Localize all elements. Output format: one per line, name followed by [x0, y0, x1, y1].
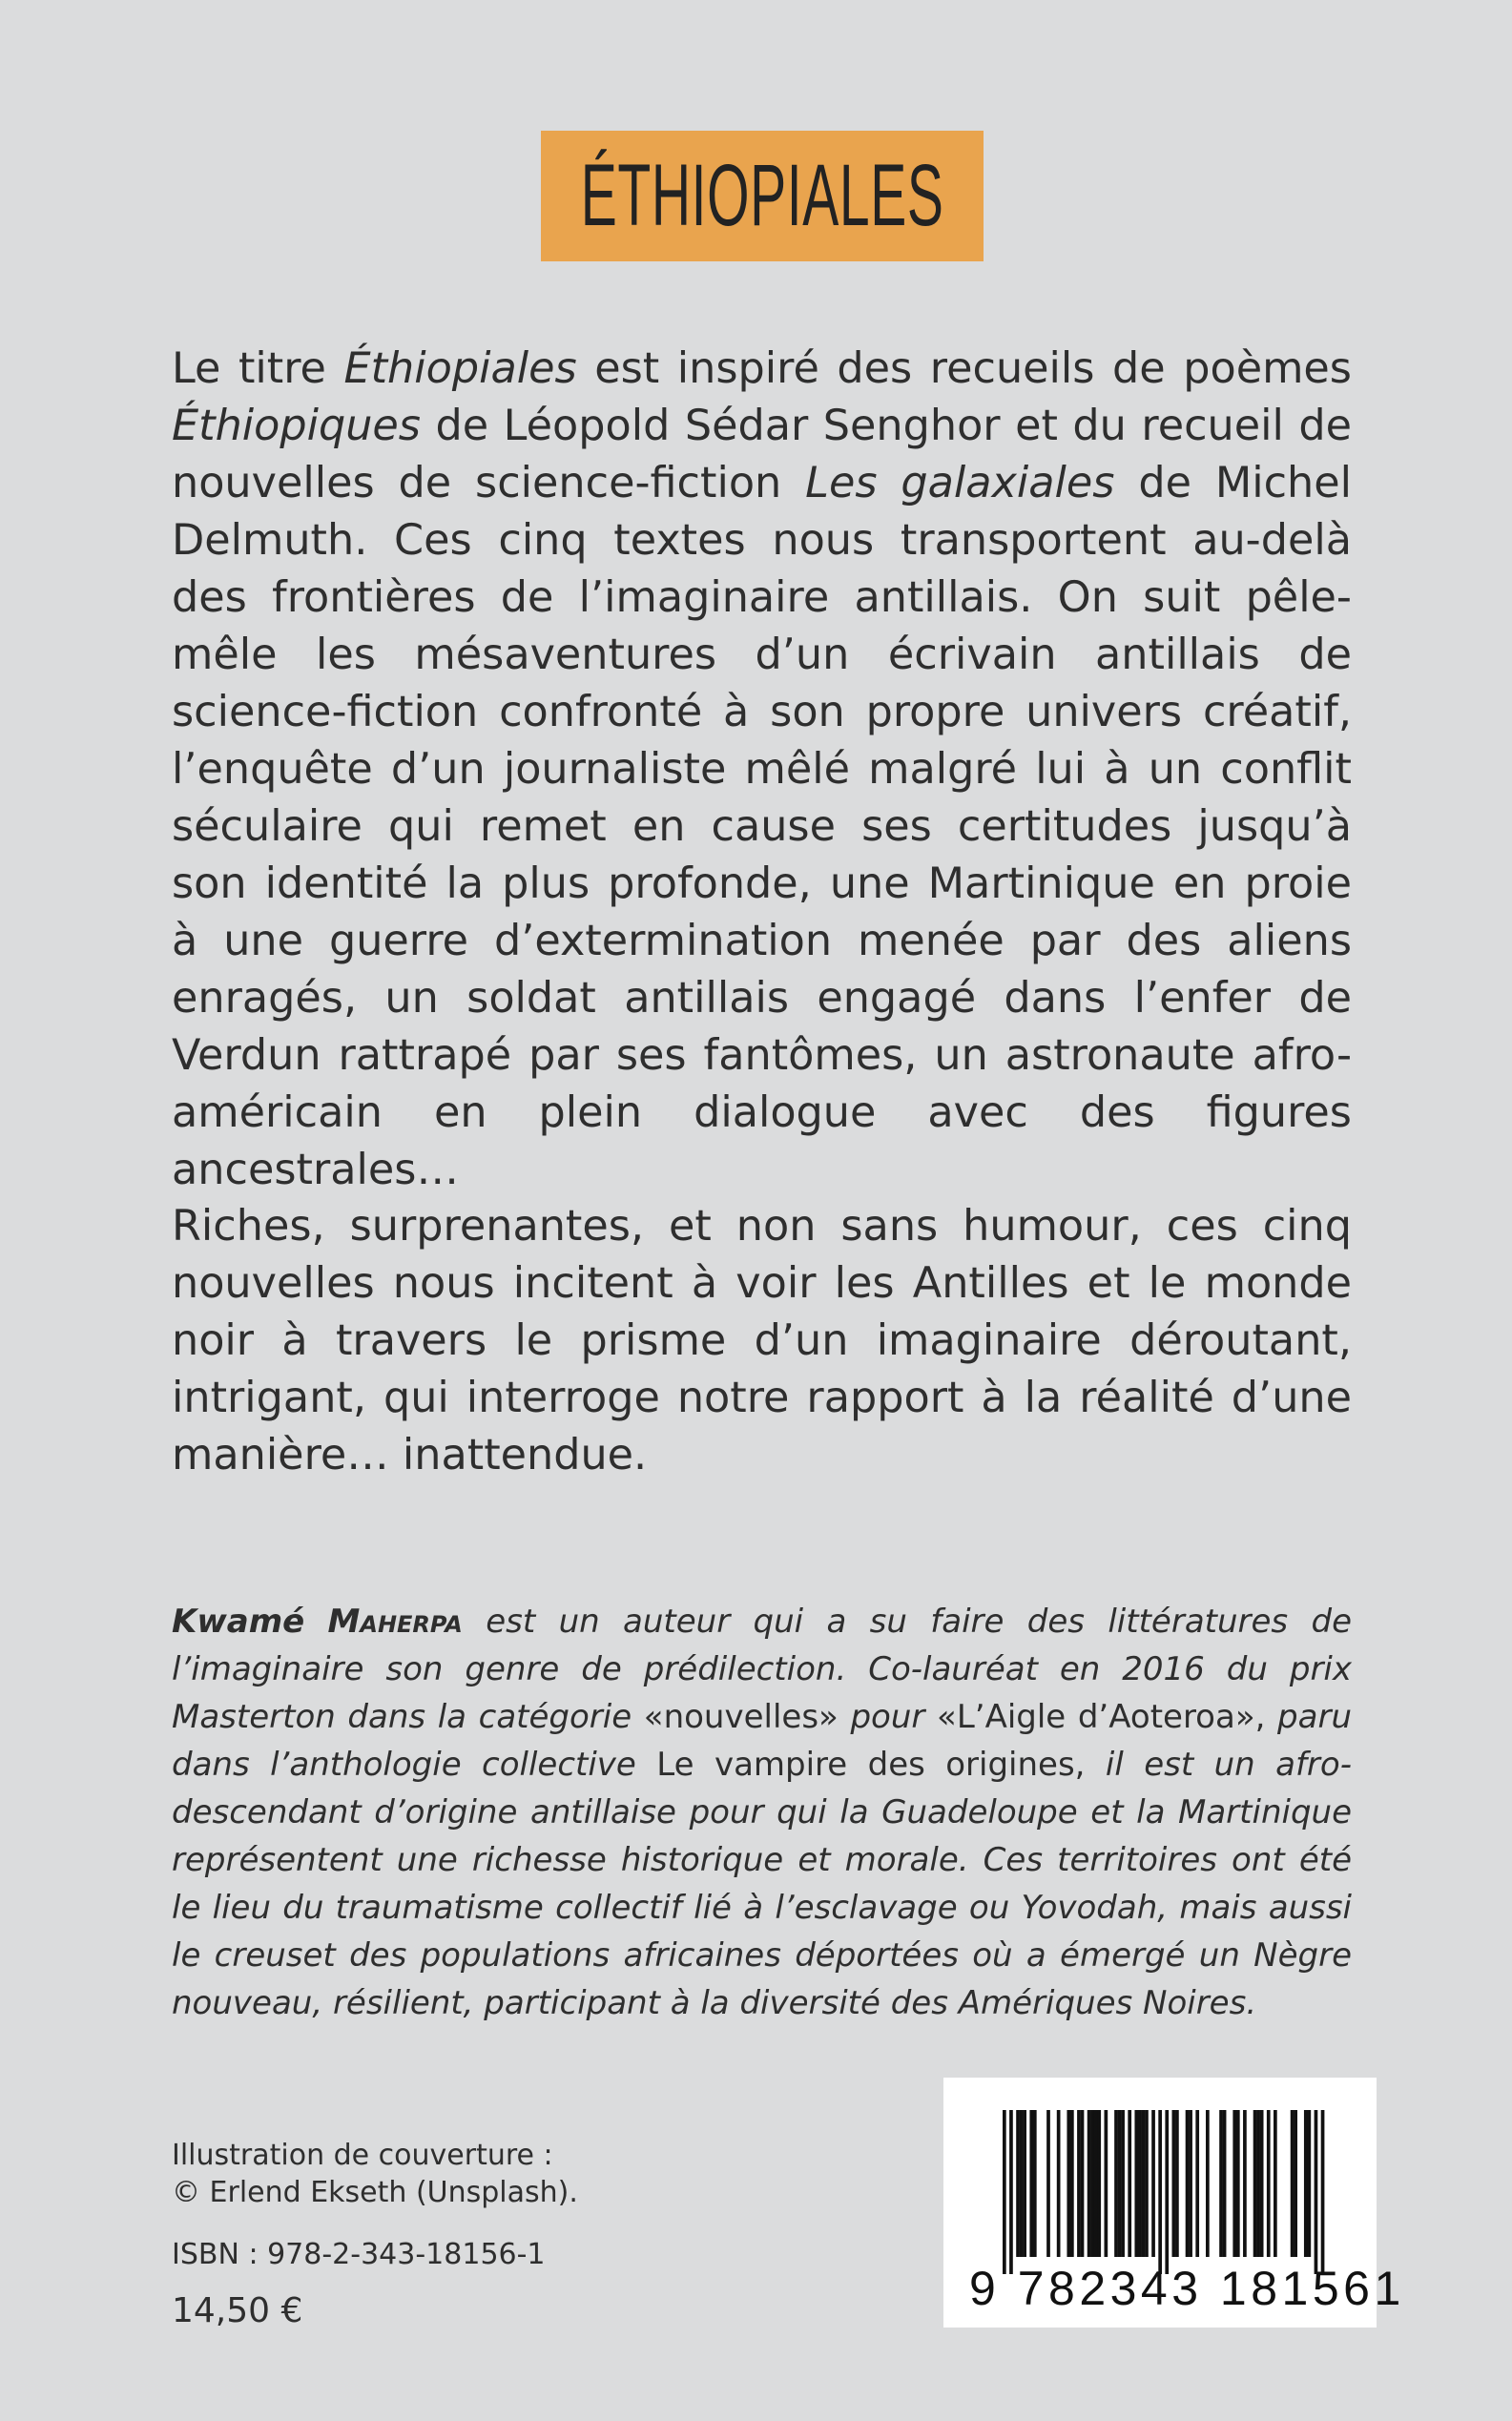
barcode-bar: [1267, 2110, 1271, 2257]
barcode-bar: [1260, 2110, 1264, 2257]
synopsis-text: de Michel Delmuth. Ces cinq textes nous transportent au-delà des frontières de l’imaginaire antillais. On suit pêle-mêle les mésaventures d’un écrivain antillais de science-fiction confronté à son propre univers créatif, l’enquête d’un journaliste mêlé malgré lui à un conflit séculaire qui remet en cause ses certitudes jusqu’à son identité la plus profonde, une Martinique en proie à une guerre d’extermination menée par des aliens enragés, un soldat antillais engagé dans l’enfer de Verdun rattrapé par ses fantômes, un astronaute afro-américain en plein dialogue avec des figures ancestrales…: [172, 459, 1352, 1194]
bio-text: paru dans l’anthologie collective: [172, 1698, 1352, 1784]
barcode-bar: [1253, 2110, 1257, 2257]
barcode-bar: [1138, 2110, 1142, 2257]
barcode-bar: [1097, 2110, 1101, 2257]
barcode-bar: [1009, 2110, 1013, 2274]
barcode-bar: [1029, 2110, 1033, 2257]
synopsis-paragraph-1: [172, 341, 1352, 1199]
barcode-bar: [1256, 2110, 1260, 2257]
barcode-bar: [1128, 2110, 1131, 2257]
bio-anthology-title: Le vampire des origines,: [656, 1746, 1086, 1784]
barcode-bar: [1142, 2110, 1146, 2257]
barcode-bar: [1151, 2110, 1155, 2257]
barcode-bar: [1172, 2110, 1176, 2257]
barcode-bar: [1081, 2110, 1085, 2257]
barcode-bar: [1206, 2110, 1210, 2257]
barcode-bar: [1067, 2110, 1070, 2257]
bio-text: il est un afro-descendant d’origine antillaise pour qui la Guadeloupe et la Martinique représentent une richesse historique et morale. Ces territoires ont été le lieu du traumatisme collectif lié à l’esclavage ou Yovodah, mais aussi le creuset des populations africaines déportées où a émergé un Nègre nouveau, résilient, participant à la diversité des Amériques Noires.: [172, 1746, 1352, 2022]
barcode-bar: [1094, 2110, 1098, 2257]
barcode-bar: [1057, 2110, 1061, 2257]
barcode-bar: [1046, 2110, 1050, 2257]
barcode-bar: [1023, 2110, 1026, 2257]
barcode-bar: [1016, 2110, 1020, 2257]
barcode-bar: [1304, 2110, 1308, 2257]
barcode-bar: [1189, 2110, 1192, 2257]
barcode-bar: [1232, 2110, 1236, 2257]
author-first-name: Kwamé: [172, 1603, 305, 1641]
barcode-bar: [1243, 2110, 1247, 2257]
title-banner: [541, 131, 984, 261]
barcode-bar: [1219, 2110, 1223, 2257]
barcode-bar: [1315, 2110, 1318, 2274]
bio-text: pour: [838, 1698, 938, 1736]
author-bio: [172, 1598, 1352, 2027]
barcode-bar: [1195, 2110, 1199, 2257]
bio-text: est un auteur qui a su faire des littératures de l’imaginaire son genre de prédilection. Co-lauréat en 2016 du prix Masterton dans la catégorie: [172, 1603, 1352, 1736]
barcode-bar: [1165, 2110, 1169, 2274]
bio-category: «nouvelles»: [643, 1698, 839, 1736]
barcode-bar: [1118, 2110, 1122, 2257]
barcode-bar: [1033, 2110, 1037, 2257]
synopsis-text: de Léopold Sédar Senghor et du recueil de nouvelles de science-fiction: [172, 402, 1352, 507]
synopsis-text: est inspiré des recueils de poèmes: [576, 344, 1352, 393]
barcode-bar: [1087, 2110, 1091, 2257]
barcode-bar: [1175, 2110, 1179, 2257]
barcode-bar: [1186, 2110, 1190, 2257]
barcode-bar: [1145, 2110, 1149, 2257]
barcode-digits: 9 782343 181561: [969, 2262, 1405, 2315]
cover-credits: [172, 2137, 744, 2211]
synopsis-title-ethiopiales: Éthiopiales: [343, 344, 577, 393]
synopsis-title-ethiopiques: Éthiopiques: [172, 402, 421, 450]
book-title: ÉTHIOPIALES: [580, 147, 944, 244]
barcode-bar: [1236, 2110, 1240, 2257]
barcode-bar: [1308, 2110, 1312, 2257]
author-last-name: Maherpa: [327, 1603, 463, 1641]
price: 14,50 €: [172, 2291, 303, 2330]
barcode: [943, 2078, 1405, 2328]
isbn: ISBN : 978-2-343-18156-1: [172, 2238, 546, 2271]
barcode-bar: [1090, 2110, 1094, 2257]
barcode-bar: [1121, 2110, 1125, 2257]
barcode-bar: [1294, 2110, 1297, 2257]
barcode-bar: [1077, 2110, 1081, 2257]
barcode-bar: [1020, 2110, 1024, 2257]
credits-line-1: Illustration de couverture :: [172, 2139, 553, 2172]
barcode-bar: [1070, 2110, 1074, 2257]
barcode-bar: [1105, 2110, 1108, 2257]
barcode-bar: [1291, 2110, 1295, 2257]
synopsis-paragraph-2: Riches, surprenantes, et non sans humour, ces cinq nouvelles nous incitent à voir les Antilles et le monde noir à travers le prisme d’un imaginaire déroutant, intrigant, qui interroge notre rapport à la réalité d’une manière… inattendue.: [172, 1202, 1352, 1480]
bio-story-title: «L’Aigle d’Aoteroa»,: [937, 1698, 1266, 1736]
synopsis-text: Le titre: [172, 344, 344, 393]
barcode-bar: [1274, 2110, 1277, 2257]
barcode-bar: [1158, 2110, 1162, 2274]
barcode-bar: [1321, 2110, 1325, 2274]
barcode-bar: [1223, 2110, 1227, 2257]
credits-line-2: © Erlend Ekseth (Unsplash).: [172, 2176, 578, 2209]
barcode-bar: [1003, 2110, 1006, 2274]
barcode-bar: [1114, 2110, 1118, 2257]
synopsis-title-galaxiales: Les galaxiales: [805, 459, 1115, 507]
barcode-bar: [1134, 2110, 1138, 2257]
